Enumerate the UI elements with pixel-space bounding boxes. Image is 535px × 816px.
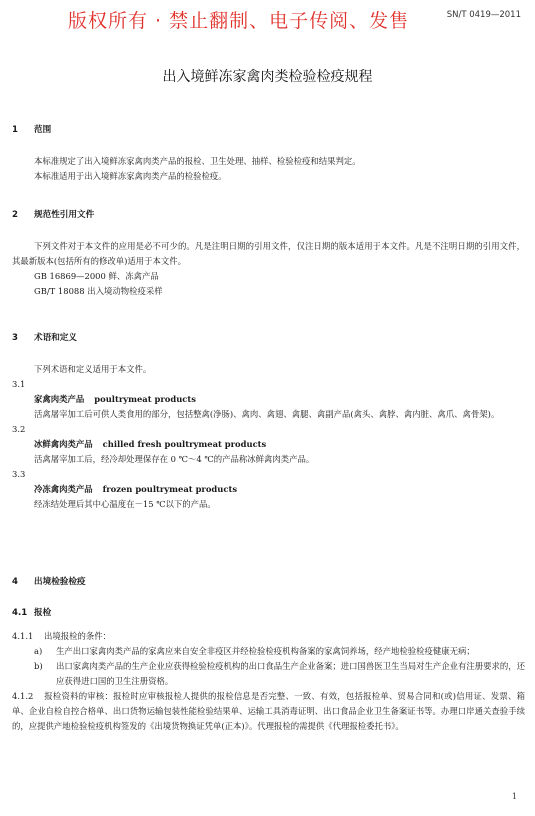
term-heading — [12, 437, 525, 452]
clause-number: 4.1.1 — [12, 631, 34, 641]
term-zh: 家禽肉类产品 — [34, 394, 85, 404]
term-en: chilled fresh poultrymeat products — [102, 439, 267, 449]
reference-item: GB 16869—2000 鲜、冻禽产品 — [34, 271, 159, 281]
term-zh: 冷冻禽肉类产品 — [34, 484, 93, 494]
term-en: poultrymeat products — [94, 394, 196, 404]
section-heading — [12, 208, 525, 223]
clause-text: 报检资料的审核：报检时应审核报检人提供的报检信息是否完整、一致、有效，包括报检单、贸易合同和(或)信用证、发票、箱单、企业自检自控合格单、出口货物运输包装性能检验结果单、运输工具消毒证明、出口食品企业卫生备案证书等。办理口岸通关查验手续的，应提供产地检验检疫机构签发的《出境货物换证凭单(正本)》。代理报检的需提供《代理报检委托书》。 — [12, 691, 525, 731]
section-heading — [12, 331, 525, 346]
clause-4-1-1 — [12, 629, 525, 644]
section-1 — [12, 123, 525, 184]
term-en: frozen poultrymeat products — [102, 484, 238, 494]
subsection-number: 4.1 — [12, 608, 28, 618]
term-number: 3.3 — [12, 469, 26, 479]
list-marker: a) — [34, 646, 43, 656]
reference-item: GB/T 18088 出入境动物检疫采样 — [34, 286, 163, 296]
section-heading — [12, 123, 525, 138]
page-number: 1 — [511, 792, 517, 801]
list-marker: b) — [34, 661, 43, 671]
term-zh: 冰鲜禽肉类产品 — [34, 439, 93, 449]
section-3 — [12, 331, 525, 512]
section-title: 术语和定义 — [34, 333, 77, 343]
term-heading — [12, 482, 525, 497]
section-number: 1 — [12, 125, 18, 135]
subsection-heading — [12, 606, 525, 621]
section-title: 出境检验检疫 — [34, 577, 86, 587]
paragraph: 下列术语和定义适用于本文件。 — [34, 364, 152, 374]
clause-text: 出境报检的条件： — [43, 631, 111, 641]
list-item — [12, 659, 525, 689]
term-heading — [12, 392, 525, 407]
section-number: 2 — [12, 210, 18, 220]
term-number: 3.2 — [12, 424, 26, 434]
term-definition: 活禽屠宰加工后可供人类食用的部分，包括整禽(净肠)、禽肉、禽翅、禽腿、禽副产品(禽头、禽脖、禽内脏、禽爪、禽骨架)。 — [34, 409, 500, 419]
term-definition: 经冻结处理后其中心温度在－15 ℃以下的产品。 — [34, 499, 216, 509]
term-definition: 活禽屠宰加工后，经冷却处理保存在 0 ℃～4 ℃的产品称冰鲜禽肉类产品。 — [34, 454, 315, 464]
section-title: 范围 — [34, 125, 52, 135]
term-number: 3.1 — [12, 379, 26, 389]
list-text: 出口家禽肉类产品的生产企业应获得检验检疫机构的出口食品生产企业备案；进口国兽医卫生当局对生产企业有注册要求的，还应获得进口国的卫生注册资格。 — [56, 661, 525, 686]
paragraph: 下列文件对于本文件的应用是必不可少的。凡是注明日期的引用文件，仅注日期的版本适用于本文件。凡是不注明日期的引用文件，其最新版本(包括所有的修改单)适用于本文件。 — [12, 241, 525, 266]
section-number: 4 — [12, 577, 18, 587]
clause-number: 4.1.2 — [12, 691, 34, 701]
subsection-title: 报检 — [34, 608, 52, 618]
document-title: 出入境鲜冻家禽肉类检验检疫规程 — [162, 69, 373, 85]
list-item — [12, 644, 525, 659]
section-2 — [12, 208, 525, 299]
paragraph: 本标准规定了出入境鲜冻家禽肉类产品的报检、卫生处理、抽样、检验检疫和结果判定。 — [34, 156, 361, 166]
list-text: 生产出口家禽肉类产品的家禽应来自安全非疫区并经检验检疫机构备案的家禽饲养场，经产地检验检疫健康无病； — [56, 646, 475, 656]
section-4 — [12, 575, 525, 734]
section-number: 3 — [12, 333, 18, 343]
copyright-watermark: 版权所有 · 禁止翻制、电子传阅、发售 — [68, 10, 410, 32]
section-title: 规范性引用文件 — [34, 210, 95, 220]
section-heading — [12, 575, 525, 590]
clause-4-1-2 — [12, 689, 525, 734]
paragraph: 本标准适用于出入境鲜冻家禽肉类产品的检验检疫。 — [34, 171, 227, 181]
standard-code: SN/T 0419—2011 — [446, 10, 521, 20]
